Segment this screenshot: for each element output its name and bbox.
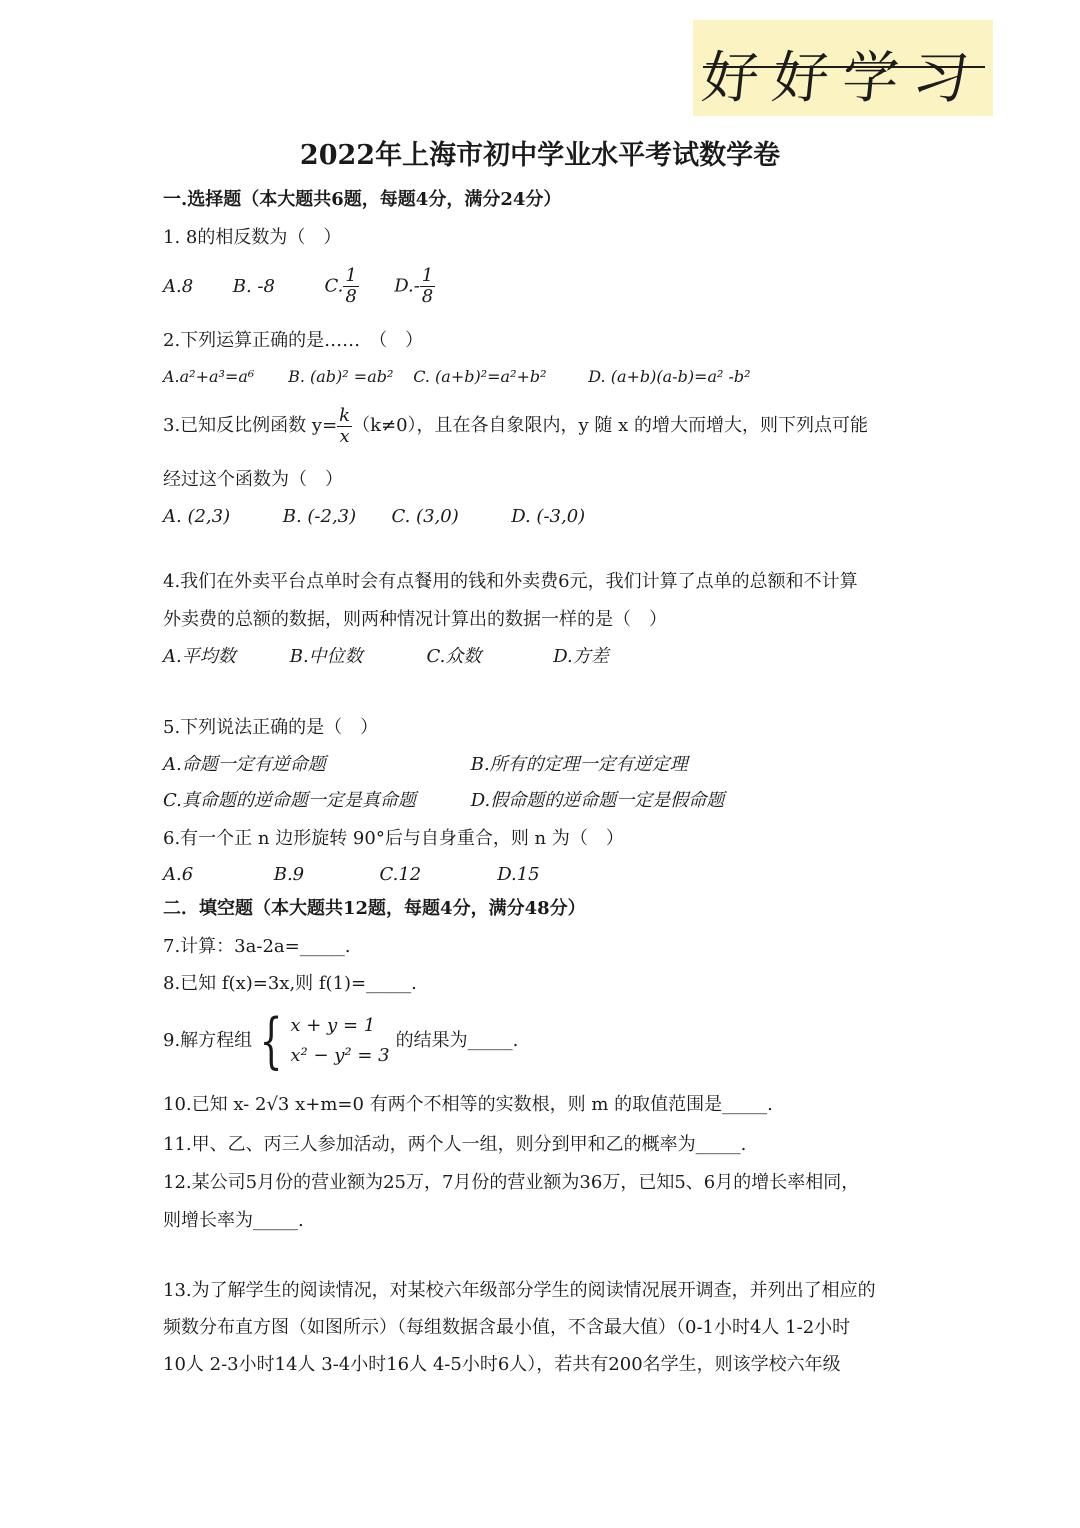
question-6-stem: 6.有一个正 n 边形旋转 90°后与自身重合，则 n 为（ ） <box>163 828 624 849</box>
note-handwriting: 好好学习 <box>699 46 986 111</box>
q1-option-d: D.- $\frac{1}{8}$ <box>394 265 434 307</box>
q1-option-c: C. $\frac{1}{8}$ <box>324 265 357 307</box>
q1-option-a: A.8 <box>163 275 194 297</box>
question-7: 7.计算：3a-2a=_____. <box>163 936 351 957</box>
q3-option-b: B. (-2,3) <box>282 506 357 527</box>
q5-option-c: C.真命题的逆命题一定是真命题 <box>163 790 416 811</box>
q4-option-d: D.方差 <box>553 646 609 667</box>
question-8: 8.已知 f(x)=3x,则 f(1)=_____. <box>163 973 417 994</box>
question-9: 9.解方程组 { x + y = 1 x² − y² = 3 的结果为_____. <box>163 1006 519 1076</box>
question-1-stem: 1. 8的相反数为（ ） <box>163 227 342 248</box>
question-10: 10.已知 x- 2√3 x+m=0 有两个不相等的实数根，则 m 的取值范围是_____. <box>163 1094 773 1115</box>
question-13-line3: 10人 2-3小时14人 3-4小时16人 4-5小时6人），若共有200名学生，则该学校六年级 <box>163 1354 841 1375</box>
q4-option-a: A.平均数 <box>163 646 236 667</box>
question-5-stem: 5.下列说法正确的是（ ） <box>163 717 379 738</box>
question-5-options-row1 <box>163 753 688 777</box>
equation-system: x + y = 1 x² − y² = 3 <box>290 1015 390 1066</box>
question-4-stem-line1: 4.我们在外卖平台点单时会有点餐用的钱和外卖费6元，我们计算了点单的总额和不计算 <box>163 571 858 592</box>
question-13-line1: 13.为了解学生的阅读情况，对某校六年级部分学生的阅读情况展开调查，并列出了相应的 <box>163 1280 876 1301</box>
note-strikethrough <box>703 66 985 68</box>
q3-option-a: A. (2,3) <box>163 506 231 527</box>
sticky-note <box>693 20 993 116</box>
question-2-stem: 2.下列运算正确的是…… （ ） <box>163 330 424 351</box>
question-12-line1: 12.某公司5月份的营业额为25万，7月份的营业额为36万，已知5、6月的增长率相同， <box>163 1172 860 1193</box>
question-4-options <box>163 645 609 669</box>
question-4-stem-line2: 外卖费的总额的数据，则两种情况计算出的数据一样的是（ ） <box>163 609 667 630</box>
q6-option-d: D.15 <box>497 864 540 885</box>
section-2-heading: 二．填空题（本大题共12题，每题4分，满分48分） <box>163 898 586 919</box>
q2-option-b: B. (ab)² =ab² <box>288 367 394 386</box>
equation-system-brace: { <box>259 1006 283 1076</box>
q3-option-d: D. (-3,0) <box>511 506 586 527</box>
q2-option-d: D. (a+b)(a-b)=a² -b² <box>588 367 751 386</box>
question-2-options <box>163 365 751 389</box>
q1-option-b: B. -8 <box>232 275 275 297</box>
question-5-options-row2 <box>163 789 724 813</box>
question-12-line2: 则增长率为_____. <box>163 1210 304 1231</box>
question-13-line2: 频数分布直方图（如图所示）（每组数据含最小值，不含最大值）（0-1小时4人 1-2小时 <box>163 1317 851 1338</box>
q5-option-d: D.假命题的逆命题一定是假命题 <box>470 790 725 811</box>
q6-option-b: B.9 <box>273 864 305 885</box>
q3-option-c: C. (3,0) <box>391 506 459 527</box>
page-title: 2022年上海市初中学业水平考试数学卷 <box>299 140 781 171</box>
question-3-stem-line2: 经过这个函数为（ ） <box>163 469 343 490</box>
q5-option-b: B.所有的定理一定有逆定理 <box>470 754 688 775</box>
q6-option-c: C.12 <box>379 864 422 885</box>
q6-option-a: A.6 <box>163 864 194 885</box>
q4-option-b: B.中位数 <box>289 646 363 667</box>
q2-option-c: C. (a+b)²=a²+b² <box>413 367 547 386</box>
question-3-options <box>163 505 585 529</box>
q2-option-a: A.a²+a³=a⁶ <box>163 367 255 386</box>
question-1-options <box>163 266 435 307</box>
q5-option-a: A.命题一定有逆命题 <box>163 754 326 775</box>
question-6-options <box>163 863 540 887</box>
question-3-stem-line1: 3.已知反比例函数 y= $\frac{k}{x}$ （k≠0），且在各自象限内，y 随 x 的增大而增大，则下列点可能 <box>163 404 869 447</box>
question-11: 11.甲、乙、丙三人参加活动，两个人一组，则分到甲和乙的概率为_____. <box>163 1134 747 1155</box>
q4-option-c: C.众数 <box>426 646 482 667</box>
section-1-heading: 一.选择题（本大题共6题，每题4分，满分24分） <box>163 189 562 210</box>
